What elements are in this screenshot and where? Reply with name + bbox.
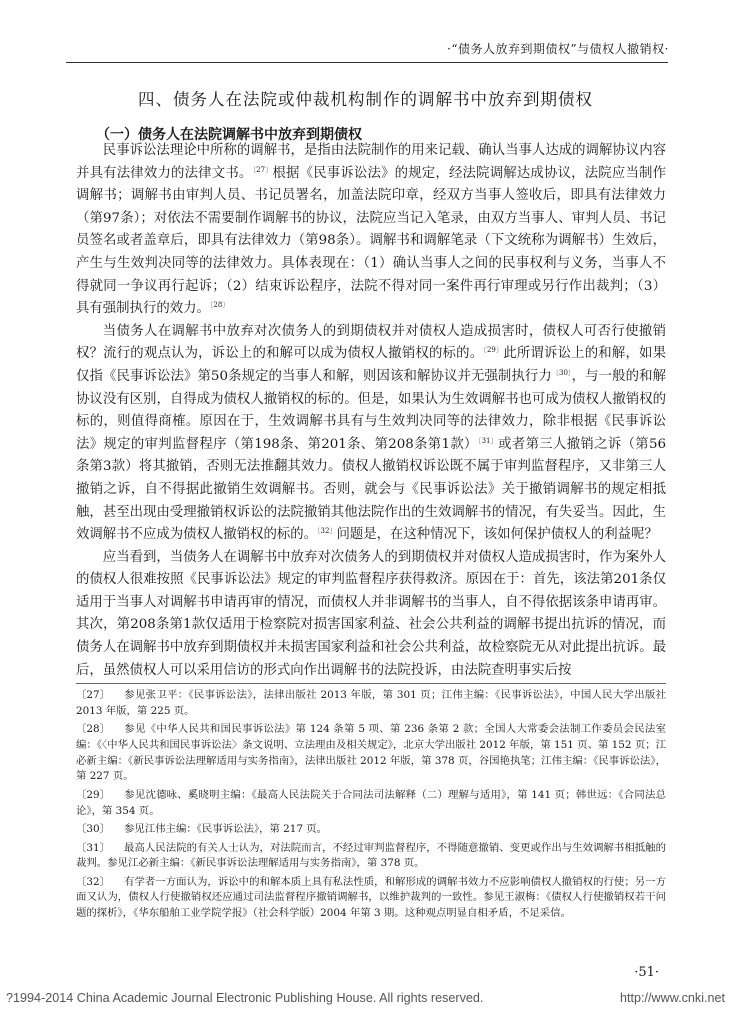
- footnote-reference: 〔29〕: [483, 346, 504, 355]
- paragraph-3: [76, 547, 666, 683]
- footnote-reference: 〔31〕: [477, 436, 499, 445]
- page-number: ·51·: [634, 965, 659, 980]
- section-title: 四、债务人在法院或仲裁机构制作的调解书中放弃到期债权: [138, 90, 593, 109]
- body-text-run: 根据《民事诉讼法》的规定，经法院调解达成协议，法院应当制作调解书；调解书由审判人员、书记员署名，加盖法院印章，经双方当事人签收后，即具有法律效力（第97条）；对依法不需要制作调解书的协议，法院应当记入笔录，由双方当事人、审判人员、书记员签名或者盖章后，即具有法律效力（第98条）。调解书和调解笔录（下文统称为调解书）生效后，产生与生效判决同等的法律效力。具体表现在：（1）确认当事人之间的民事权利与义务，当事人不得就同一争议再行起诉；（2）结束诉讼程序，法院不得对同一案件再行审理或另行作出裁判；（3）具有强制执行的效力。: [76, 165, 666, 317]
- body-text-run: ，与一般的和解协议没有区别，自得成为债权人撤销权的标的。但是，如果认为生效调解书也可成为债权人撤销权的标的，则值得商榷。原因在于，生效调解书具有与生效判决同等的法律效力，除非根据《民事诉讼法》规定的审判监督程序（第198条、第201条、第208条第1款）: [76, 368, 666, 452]
- footnote-text: 参见《中华人民共和国民事诉讼法》第 124 条第 5 项、第 236 条第 2 款；全国人大常委会法制工作委员会民法室编：《〈中华人民共和国民事诉讼法〉条文说明、立法理由及相关规定》，北京大学出版社 2012 年版，第 151 页、第 152 页；江必新主编：《新民事诉讼法理解适用与实务指南》，法律出版社 2012 年版，第 378 页，谷国艳执笔；江伟主编：《民事诉讼法》，第 227 页。: [76, 723, 666, 783]
- footnote-reference: 〔27〕: [252, 165, 273, 174]
- cnki-url: http://www.cnki.net: [620, 991, 725, 1005]
- footnote-number: 〔27〕: [76, 689, 111, 701]
- body-text-run: 当债务人在调解书中放弃对次债务人的到期债权并对债权人造成损害时，债权人可否行使撤销权？流行的观点认为，诉讼上的和解可以成为债权人撤销权的标的。: [76, 323, 666, 362]
- footnote-27: [76, 688, 666, 719]
- footnote-29: [76, 788, 666, 819]
- footnote-number: 〔32〕: [76, 875, 111, 888]
- footnote-number: 〔30〕: [76, 823, 111, 836]
- copyright-text: ?1994-2014 China Academic Journal Electronic Publishing House. All rights reserved.: [6, 991, 484, 1005]
- body-text: [76, 140, 666, 682]
- body-text-run: 此所谓诉讼上的和解，如果仅指《民事诉讼法》第50条规定的当事人和解，则因该和解协议并无强制执行力: [76, 346, 666, 384]
- header-rule: [66, 62, 668, 63]
- paragraph-2: [76, 321, 666, 547]
- body-text-run: 问题是，在这种情况下，该如何保护债权人的利益呢？: [336, 527, 658, 543]
- footnote-reference: 〔28〕: [209, 301, 230, 310]
- footnote-number: 〔29〕: [76, 788, 111, 801]
- footnote-31: [76, 841, 666, 872]
- paragraph-1: [76, 140, 666, 321]
- footnote-30: [76, 822, 666, 838]
- footnote-reference: 〔32〕: [317, 527, 337, 536]
- footnote-28: [76, 722, 666, 785]
- body-text-run: 应当看到，当债务人在调解书中放弃对次债务人的到期债权并对债权人造成损害时，作为案外人的债权人很难按照《民事诉讼法》规定的审判监督程序获得救济。原因在于：首先，该法第201条仅适用于当事人对调解书申请再审的情况，而债权人并非调解书的当事人，自不得依据该条申请再审。其次，第208条第1款仅适用于检察院对损害国家利益、社会公共利益的调解书提出抗诉的情况，而债务人在调解书中放弃到期债权并未损害国家利益和社会公共利益，故检察院无从对此提出抗诉。最后，虽然债权人可以采用信访的形式向作出调解书的法院投诉，由法院查明事实后按: [76, 549, 666, 678]
- footnotes: [76, 688, 666, 925]
- copyright-footer: [6, 991, 725, 1005]
- running-head: ·“债务人放弃到期债权”与债权人撤销权·: [447, 42, 669, 56]
- footnote-number: 〔31〕: [76, 841, 111, 854]
- body-text-run: 民事诉讼法理论中所称的调解书，是指由法院制作的用来记载、确认当事人达成的调解协议内容并具有法律效力的法律文书。: [76, 143, 666, 181]
- footnote-number: 〔28〕: [76, 723, 111, 736]
- footnote-text: 最高人民法院的有关人士认为，对法院而言，不经过审判监督程序，不得随意撤销、变更或作出与生效调解书相抵触的裁判。参见江必新主编：《新民事诉讼法理解适用与实务指南》，第 378 页。: [76, 841, 666, 870]
- footnote-text: 参见江伟主编：《民事诉讼法》，第 217 页。: [124, 823, 328, 836]
- footnote-32: [76, 875, 666, 922]
- subsection-title: （一）债务人在法院调解书中放弃到期债权: [96, 127, 362, 143]
- footnote-reference: 〔30〕: [551, 368, 572, 377]
- body-text-run: 或者第三人撤销之诉（第56条第3款）将其撤销，否则无法推翻其效力。债权人撤销权诉讼既不属于审判监督程序，又非第三人撤销之诉，自不得据此撤销生效调解书。否则，就会与《民事诉讼法》关于撤销调解书的规定相抵触，甚至出现由受理撤销权诉讼的法院撤销其他法院作出的生效调解书的情况，有失妥当。因此，生效调解书不应成为债权人撤销权的标的。: [76, 436, 666, 543]
- footnote-text: 参见沈德咏、奚晓明主编：《最高人民法院关于合同法司法解释（二）理解与适用》，第 141 页；韩世远：《合同法总论》，第 354 页。: [76, 788, 666, 817]
- footnote-text: 参见张卫平：《民事诉讼法》，法律出版社 2013 年版，第 301 页；江伟主编：《民事诉讼法》，中国人民大学出版社 2013 年版，第 225 页。: [76, 689, 666, 717]
- footnote-rule: [76, 683, 666, 684]
- footnote-text: 有学者一方面认为，诉讼中的和解本质上具有私法性质，和解形成的调解书效力不应影响债权人撤销权的行使；另一方面又认为，债权人行使撤销权还应通过司法监督程序撤销调解书，以维护裁判的一致性。参见王淑梅：《债权人行使撤销权若干问题的探析》，《华东船舶工业学院学报》（社会科学版）2004 年第 3 期。这种观点明显自相矛盾，不足采信。: [76, 875, 666, 920]
